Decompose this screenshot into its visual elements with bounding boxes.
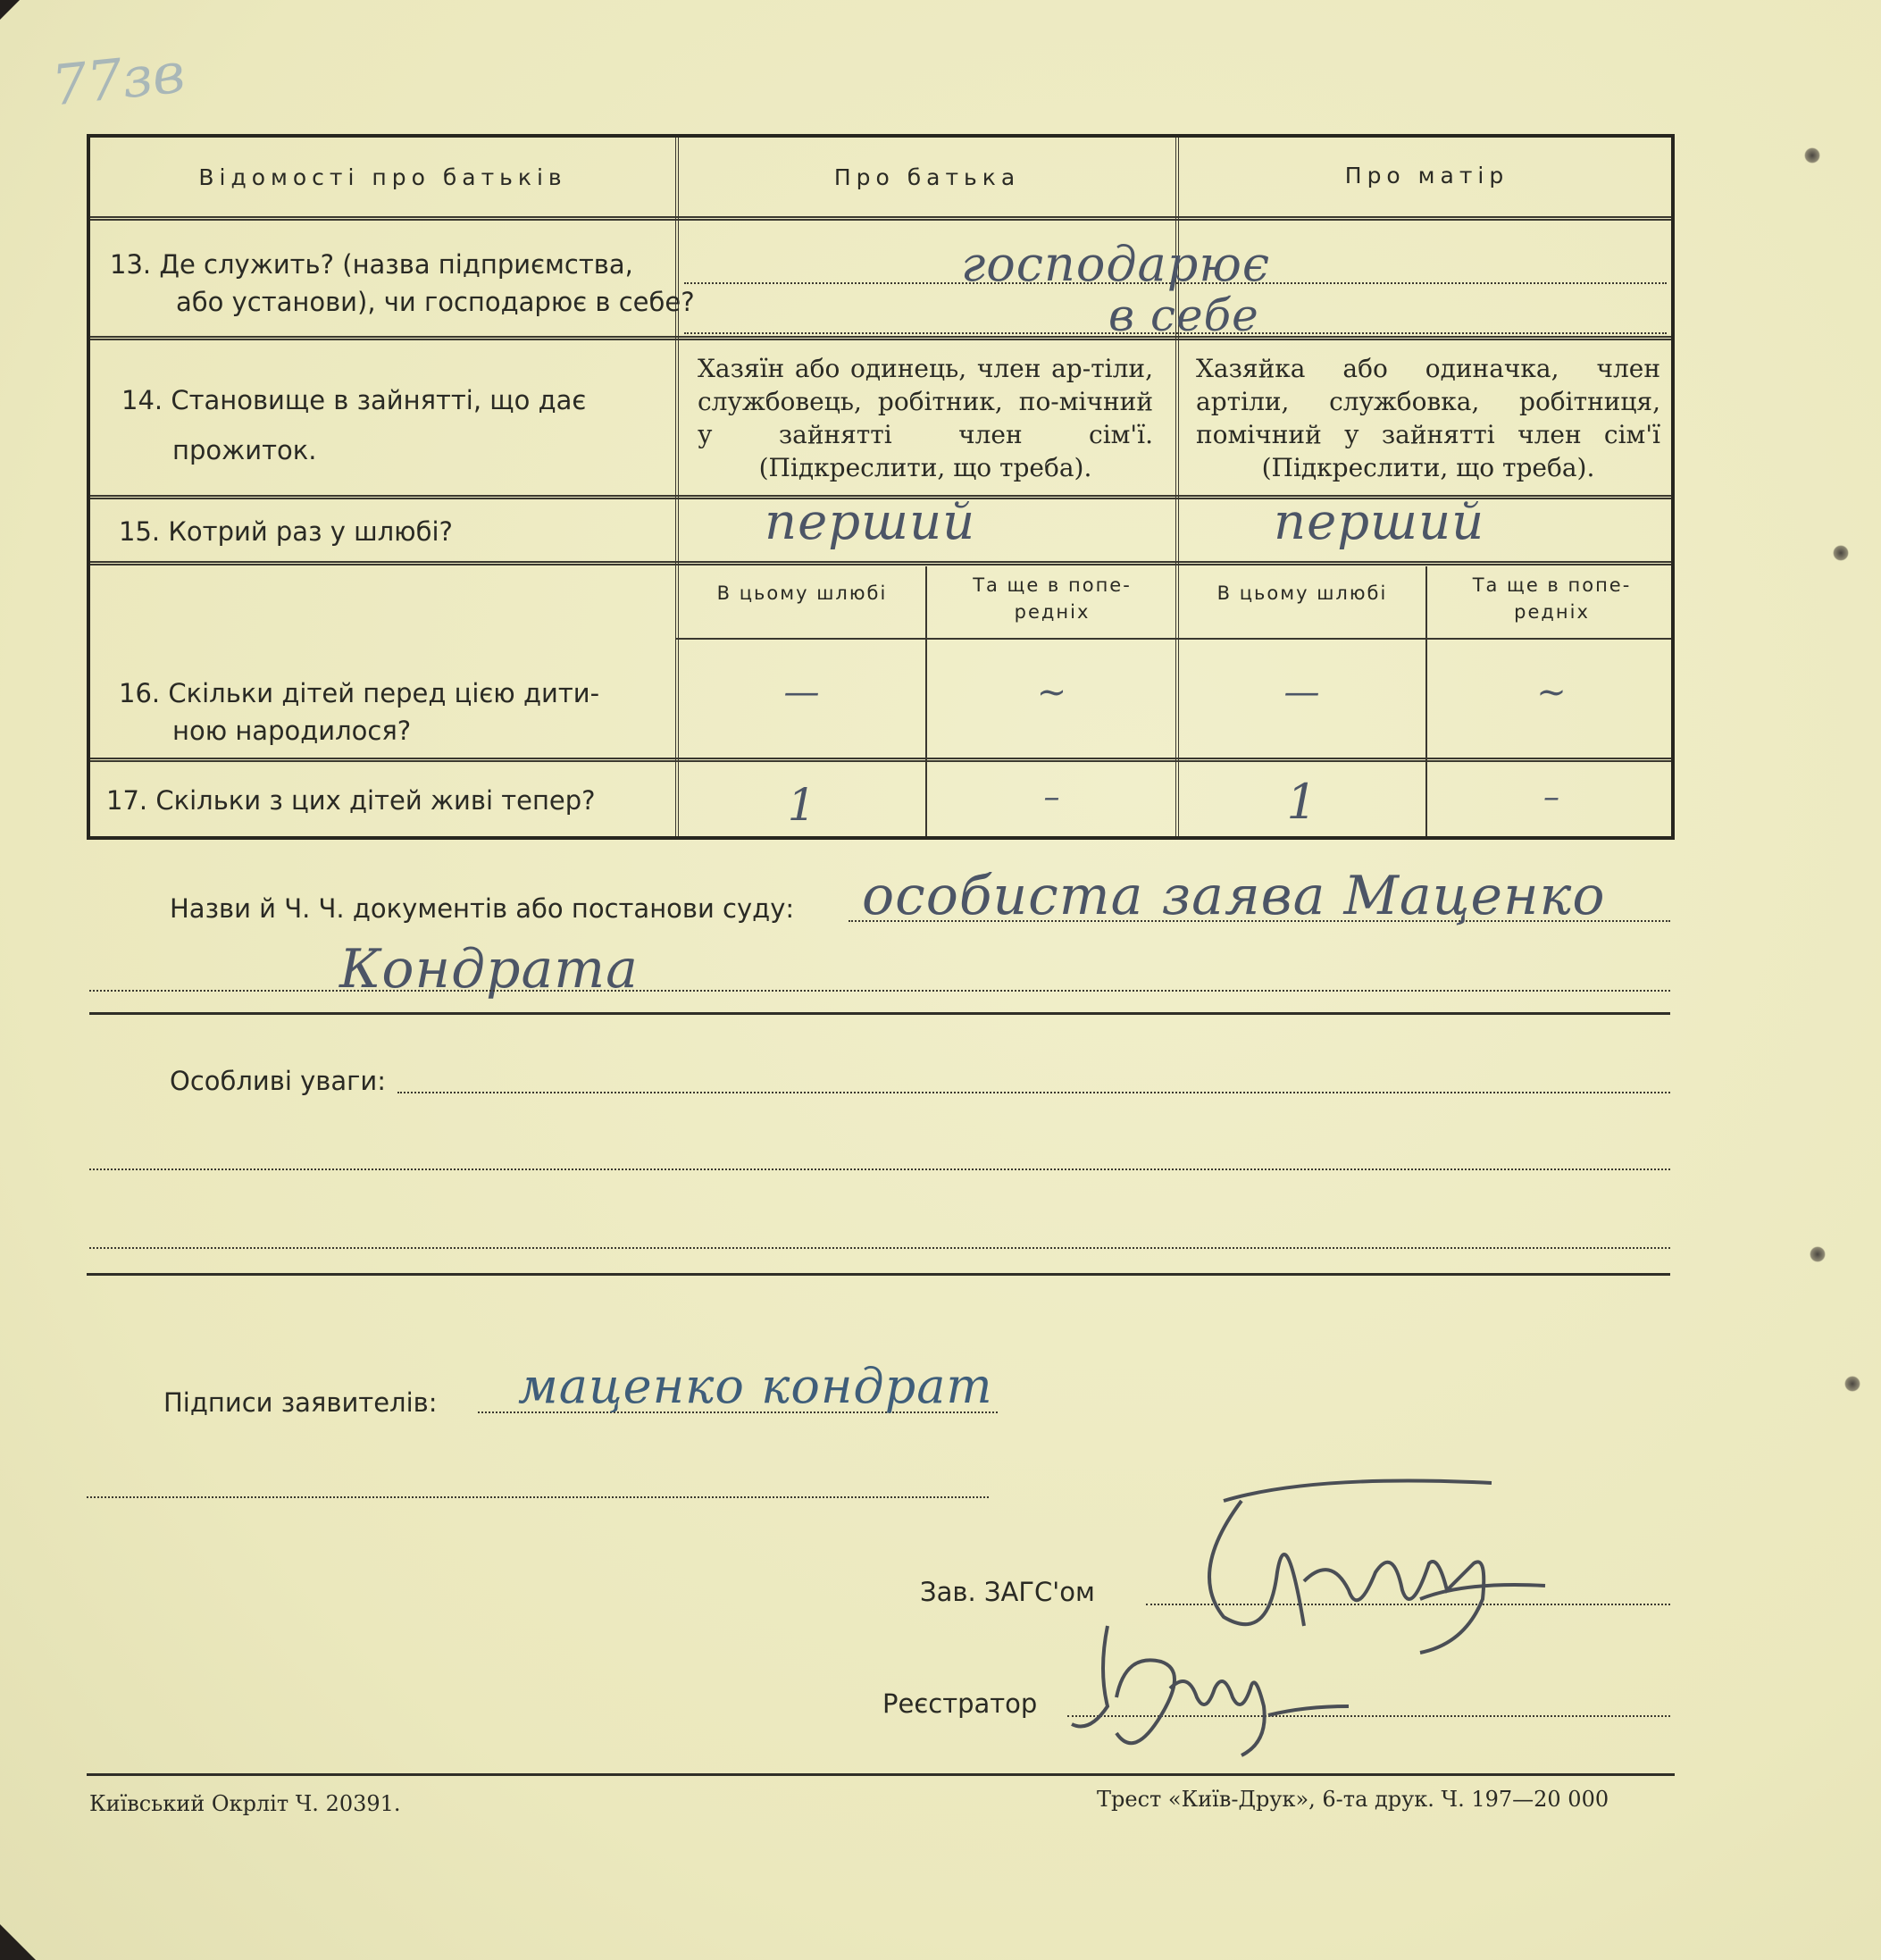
q16-sub-this-marriage-father: В цьому шлюбі [716,582,888,604]
q17-question: 17. Скільки з цих дітей живі тепер? [106,785,596,816]
q14-father-options: Хазяїн або одинець, член ар-тіли, службовець, робітник, по-мічний у зайнятті член сім'ї. (Підкреслити, що треба). [698,354,1153,482]
documents-value-line2: Кондрата [339,938,639,1001]
q14-question-line2: прожиток. [172,435,317,465]
q13-question-line1: 13. Де служить? (назва підприємства, [110,249,633,280]
footer-right: Трест «Київ-Друк», 6-та друк. Ч. 197—20 000 [1097,1787,1609,1812]
registrar-signature [1063,1617,1402,1769]
q16-answer-1: — [783,672,821,713]
q16-question-line2: ною народилося? [172,716,412,746]
header-parents-info: Відомості про батьків [198,164,567,190]
documents-value-line1: особиста заява Маценко [862,865,1606,927]
q16-answer-3: — [1283,672,1321,713]
remarks-label: Особливі уваги: [170,1066,387,1096]
q16-sub-this-marriage-mother: В цьому шлюбі [1216,582,1388,604]
header-father: Про батька [833,164,1021,190]
documents-label: Назви й Ч. Ч. документів або постанови суду: [170,893,795,924]
q17-answer-4: – [1543,779,1560,816]
applicants-signature: маценко кондрат [518,1358,993,1414]
q16-answer-2: ~ [1036,672,1068,713]
punch-hole [1844,1376,1860,1392]
registrar-label: Реєстратор [882,1688,1038,1719]
applicants-label: Підписи заявителів: [163,1387,438,1418]
punch-hole [1810,1246,1826,1262]
q15-question: 15. Котрий раз у шлюбі? [119,516,453,547]
q13-answer-line1: господарює [961,236,1271,292]
header-mother: Про матір [1344,163,1509,188]
q16-sub-previous-mother: Та ще в попе-редніх [1472,574,1632,623]
q17-answer-2: – [1043,779,1061,816]
q17-answer-3: 1 [1286,774,1318,830]
q13-answer-line2: в себе [1108,289,1259,341]
q13-question-line2: або установи), чи господарює в себе? [176,287,695,317]
footer-left: Київський Окрліт Ч. 20391. [89,1791,401,1816]
q16-question-line1: 16. Скільки дітей перед цією дити- [119,678,600,708]
parents-info-table [87,134,1675,840]
q14-mother-options: Хазяйка або одиначка, член артіли, службовка, робітниця, помічний у зайнятті член сім'ї (Підкреслити, що треба). [1196,354,1660,482]
q14-question-line1: 14. Становище в зайнятті, що дає [121,385,587,415]
q16-sub-previous-father: Та ще в попе-редніх [973,574,1132,623]
q15-father-answer: перший [765,493,976,551]
punch-hole [1833,545,1849,561]
q16-answer-4: ~ [1536,672,1568,713]
archive-mark: 77зв [48,39,188,119]
head-label: Зав. ЗАГС'ом [920,1577,1095,1607]
punch-hole [1804,147,1820,163]
q15-mother-answer: перший [1274,493,1485,551]
q17-answer-1: 1 [787,779,817,831]
